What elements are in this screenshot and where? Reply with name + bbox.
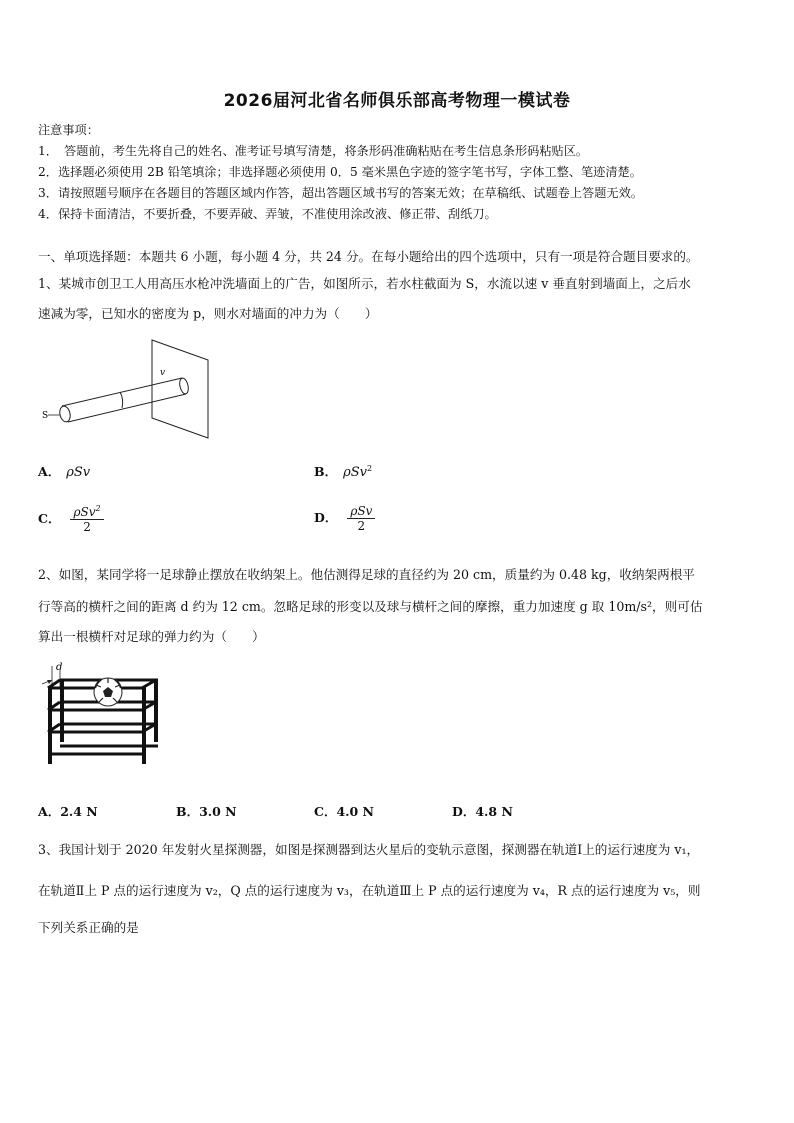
q1-choice-d[interactable] [314,504,375,533]
choice-label: A． [38,804,61,819]
section-heading: 一、单项选择题：本题共 6 小题，每小题 4 分，共 24 分。在每小题给出的四个选项中，只有一项是符合题目要求的。 [38,249,699,264]
q1-text-line2: 速减为零，已知水的密度为 p，则水对墙面的冲力为（ ） [38,306,378,321]
fraction-denominator: 2 [83,520,91,534]
q2-label-d: d [56,662,63,673]
q2-choice-b[interactable] [176,802,237,820]
choice-label: B． [176,804,200,819]
choice-expr: ρSv [66,465,91,480]
choice-value: 4.0 N [336,804,374,819]
choice-value: 2.4 N [60,804,98,819]
fraction [70,504,103,534]
choice-label: C． [314,804,337,819]
q3-text-line1: 3、我国计划于 2020 年发射火星探测器，如图是探测器到达火星后的变轨示意图，探测器在轨道Ⅰ上的运行速度为 v₁， [38,842,700,857]
q3-text-line3: 下列关系正确的是 [38,920,139,935]
choice-exponent: 2 [366,463,373,473]
notice-item-3: 3．请按照题号顺序在各题目的答题区域内作答，超出答题区域书写的答案无效；在草稿纸、试题卷上答题无效。 [38,186,643,200]
q2-text-line1: 2、如图，某同学将一足球静止摆放在收纳架上。他估测得足球的直径约为 20 cm，质量约为 0.48 kg，收纳架两根平 [38,567,695,582]
choice-label: B． [314,464,338,479]
fraction-denominator: 2 [357,519,366,533]
q1-figure-water-jet [36,336,216,442]
choice-label: D． [314,510,338,525]
notice-item-1: 1． 答题前，考生先将自己的姓名、准考证号填写清楚，将条形码准确粘贴在考生信息条形码粘贴区。 [38,144,589,158]
numerator-exponent: 2 [95,504,101,513]
q2-figure-shelf [38,658,166,766]
notice-heading: 注意事项： [38,123,99,137]
q1-choice-c[interactable] [38,504,104,534]
page-title: 2026届河北省名师俱乐部高考物理一模试卷 [223,91,571,111]
q1-choice-b[interactable] [314,462,372,480]
choice-value: 4.8 N [475,804,513,819]
q2-text-line3: 算出一根横杆对足球的弹力约为（ ） [38,629,265,644]
q1-text-line1: 1、某城市创卫工人用高压水枪冲洗墙面上的广告，如图所示，若水柱截面为 S，水流以速 v 垂直射到墙面上，之后水 [38,276,691,291]
choice-value: 3.0 N [199,804,237,819]
notice-item-4: 4．保持卡面清洁，不要折叠，不要弄破、弄皱，不准使用涂改液、修正带、刮纸刀。 [38,207,497,221]
q1-label-s: S [42,411,49,421]
q2-text-line2: 行等高的横杆之间的距离 d 约为 12 cm。忽略足球的形变以及球与横杆之间的摩擦，重力加速度 g 取 10m/s²，则可估 [38,599,703,614]
q2-choice-a[interactable] [38,802,98,820]
q1-choice-a[interactable] [38,462,90,480]
football-icon [94,678,122,706]
fraction-numerator: ρSv [347,504,375,519]
q2-choice-d[interactable] [452,802,513,820]
fraction [347,504,375,533]
fraction-numerator: ρSv [73,505,96,519]
choice-label: A． [38,464,61,479]
notice-item-2: 2．选择题必须使用 2B 铅笔填涂；非选择题必须使用 0．5 毫米黑色字迹的签字笔书写，字体工整、笔迹清楚。 [38,165,642,179]
q1-label-v: v [160,368,166,378]
q2-choice-c[interactable] [314,802,374,820]
choice-label: D． [452,804,476,819]
choice-expr: ρSv [343,465,367,480]
q3-text-line2: 在轨道Ⅱ上 P 点的运行速度为 v₂，Q 点的运行速度为 v₃，在轨道Ⅲ上 P 点的运行速度为 v₄，R 点的运行速度为 v₅，则 [38,883,701,898]
choice-label: C． [38,510,61,526]
